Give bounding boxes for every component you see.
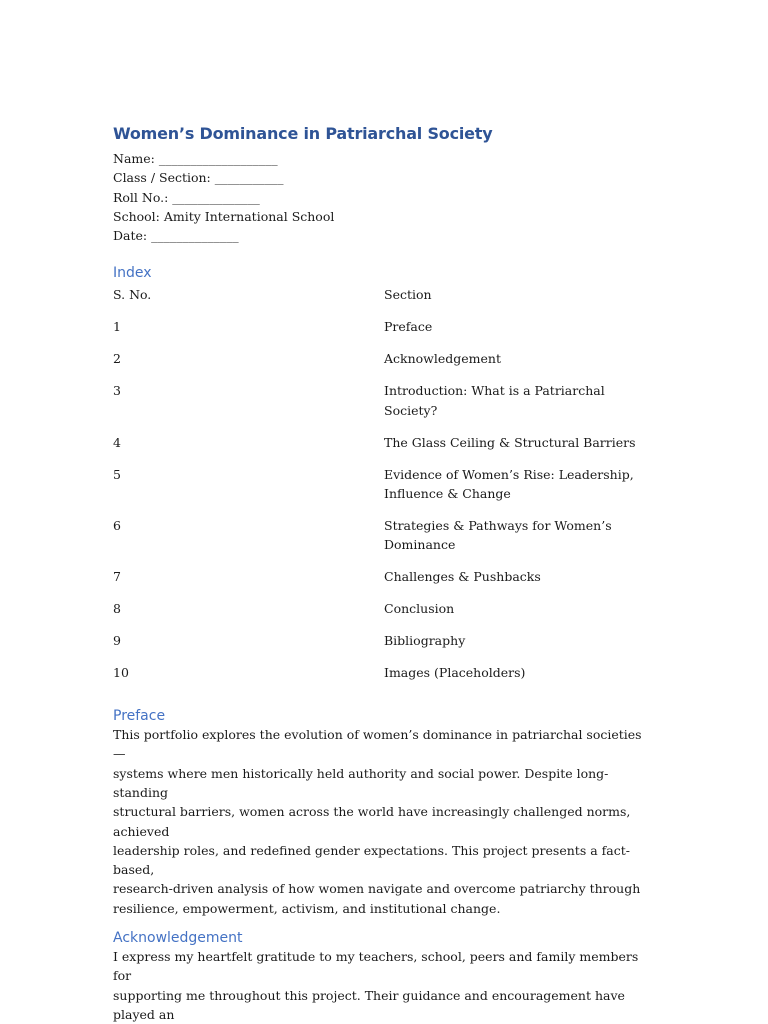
acknowledgement-line: supporting me throughout this project. Their guidance and encouragement have played an — [113, 987, 625, 1022]
table-row — [113, 631, 653, 663]
table-row — [113, 317, 653, 349]
document-page — [113, 124, 653, 1024]
table-row — [113, 465, 653, 516]
header-section: Section — [384, 287, 432, 303]
index-heading: Index — [113, 265, 152, 282]
row-number: 7 — [113, 569, 121, 585]
preface-line: resilience, empowerment, activism, and institutional change. — [113, 900, 501, 916]
row-number: 1 — [113, 319, 121, 335]
row-number: 6 — [113, 517, 121, 533]
header-serial-number: S. No. — [113, 287, 152, 303]
table-row — [113, 663, 653, 695]
row-section: Evidence of Women’s Rise: Leadership, Influence & Change — [384, 466, 634, 501]
table-row — [113, 433, 653, 465]
school-field: School: Amity International School — [113, 208, 335, 224]
row-number: 4 — [113, 434, 121, 450]
row-number: 3 — [113, 383, 121, 399]
row-number: 10 — [113, 665, 129, 681]
row-number: 5 — [113, 466, 121, 482]
roll-no-field: Roll No.: ______________ — [113, 189, 260, 205]
date-field: Date: ______________ — [113, 228, 239, 244]
row-number: 8 — [113, 601, 121, 617]
preface-line: research-driven analysis of how women navigate and overcome patriarchy through — [113, 881, 641, 897]
table-row — [113, 516, 653, 567]
table-row — [113, 381, 653, 432]
preface-paragraph — [113, 725, 653, 918]
table-row — [113, 599, 653, 631]
document-title: Women’s Dominance in Patriarchal Society — [113, 124, 493, 143]
index-table — [113, 285, 653, 695]
row-number: 9 — [113, 633, 121, 649]
table-row — [113, 349, 653, 381]
row-section: Conclusion — [384, 601, 455, 617]
row-section: Images (Placeholders) — [384, 665, 526, 681]
preface-line: leadership roles, and redefined gender expectations. This project presents a fact-based, — [113, 842, 630, 878]
row-section: Bibliography — [384, 633, 466, 649]
row-section: The Glass Ceiling & Structural Barriers — [384, 434, 636, 450]
row-section: Challenges & Pushbacks — [384, 569, 541, 585]
acknowledgement-paragraph — [113, 947, 653, 1024]
table-row — [113, 567, 653, 599]
acknowledgement-heading: Acknowledgement — [113, 930, 243, 947]
acknowledgement-line: I express my heartfelt gratitude to my teachers, school, peers and family members for — [113, 949, 639, 984]
class-section-field: Class / Section: ___________ — [113, 170, 284, 186]
preface-heading: Preface — [113, 708, 166, 725]
name-field: Name: ___________________ — [113, 151, 278, 166]
student-info — [113, 149, 653, 245]
row-section: Strategies & Pathways for Women’s Dominance — [384, 517, 612, 553]
preface-line: systems where men historically held authority and social power. Despite long-standing — [113, 765, 609, 800]
preface-line: structural barriers, women across the world have increasingly challenged norms, achieved — [113, 804, 631, 839]
index-header-row — [113, 285, 653, 317]
preface-line: This portfolio explores the evolution of women’s dominance in patriarchal societies— — [113, 727, 642, 762]
row-section: Acknowledgement — [384, 351, 501, 367]
row-section: Introduction: What is a Patriarchal Society? — [384, 383, 605, 418]
row-number: 2 — [113, 351, 121, 367]
row-section: Preface — [384, 319, 433, 335]
